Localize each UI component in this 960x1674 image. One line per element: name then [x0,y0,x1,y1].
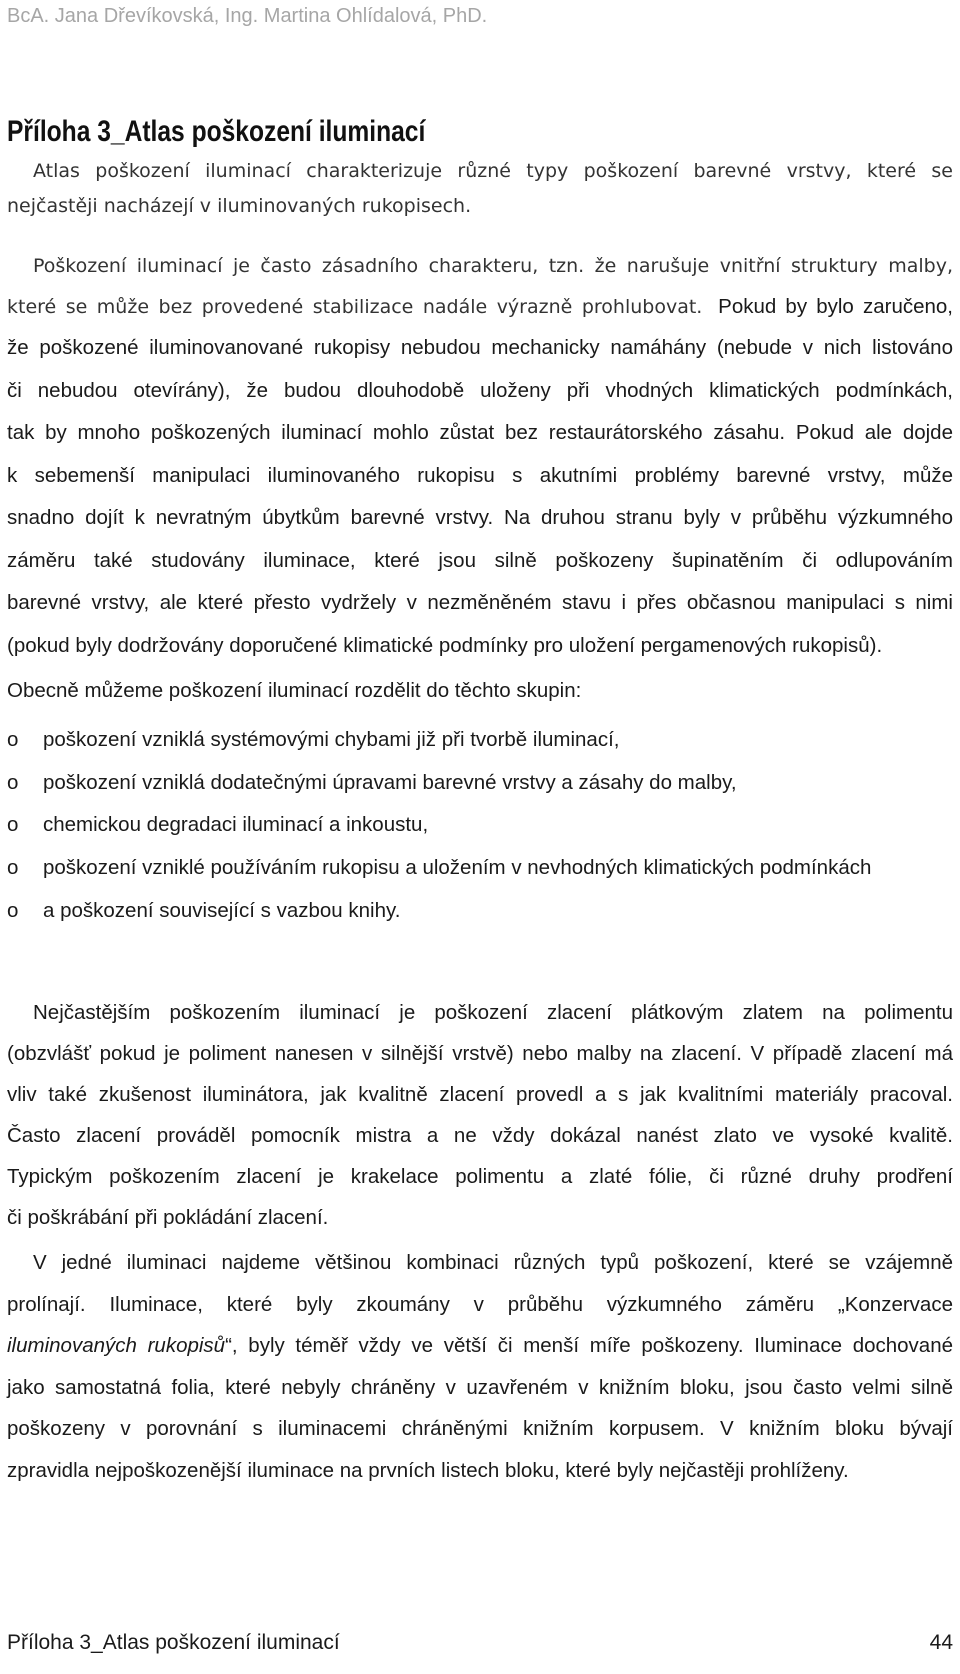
running-header-authors: BcA. Jana Dřevíkovská, Ing. Martina Ohlídalová, PhD. [7,5,488,27]
groups-intro [7,671,953,711]
bullet-marker: o [7,770,19,794]
text-line: poškozeny v porovnání s iluminacemi chráněnými knižním korpusem. V knižním bloku bývají [7,1417,953,1441]
bullet-marker: o [7,813,19,837]
page-title: Příloha 3_Atlas poškození iluminací [7,115,426,148]
text-line: záměru také studovány iluminace, které jsou silně poškozeny šupinatěním či odlupováním [7,548,953,572]
text-line: V jedné iluminaci najdeme většinou kombinaci různých typů poškození, které se vzájemně [33,1251,953,1274]
text-line: (pokud byly dodržovány doporučené klimatické podmínky pro uložení pergamenových rukopisů). [7,633,883,657]
gilding-paragraph [7,992,953,1238]
list-item [7,847,871,890]
text-line: (obzvlášť pokud je poliment nanesen v silnější vrstvě) nebo malby na zlacení. V případě zlacení má [7,1042,953,1065]
text-line: tak by mnoho poškozených iluminací mohlo zůstat bez restaurátorského zásahu. Pokud ale dojde [7,421,953,444]
page-number: 44 [929,1631,953,1654]
text-line: Poškození iluminací je často zásadního charakteru, tzn. že narušuje vnitřní struktury malby, [33,255,953,277]
text-line: jako samostatná folia, které nebyly chráněny v uzavřeném v knižním bloku, jsou často velmi silně [7,1375,953,1399]
bullet-marker: o [7,898,19,922]
list-item [7,762,871,805]
intro-paragraph-2-continued [7,327,953,667]
intro-paragraph-1 [7,154,953,223]
list-item-text: poškození vzniklá dodatečnými úpravami barevné vrstvy a zásahy do malby, [43,770,737,794]
text-line: prolínají. Iluminace, které byly zkoumány v průběhu výzkumného záměru „Konzervace [7,1292,953,1316]
bullet-marker: o [7,728,19,751]
text-line: vliv také zkušenost iluminátora, jak kvalitně zlacení provedl a s jak kvalitními materiály pracoval. [7,1083,953,1106]
italic-project-title: iluminovaných rukopisů [7,1334,226,1358]
text-segment: Pokud by bylo zaručeno, [718,294,953,318]
text-line: snadno dojít k nevratným úbytkům barevné vrstvy. Na druhou stranu byly v průběhu výzkumného [7,506,953,529]
bullet-marker: o [7,856,19,880]
damage-groups-list [7,719,871,932]
text-line: zpravidla nejpoškozenější iluminace na prvních listech bloku, které byly nejčastěji prohlíženy. [7,1458,849,1482]
text-line: Nejčastějším poškozením iluminací je poškození zlacení plátkovým zlatem na polimentu [33,1001,953,1024]
list-item-text: chemickou degradaci iluminací a inkoustu, [43,813,429,837]
text-line: nejčastěji nacházejí v iluminovaných rukopisech. [7,194,472,217]
text-line: k sebemenší manipulaci iluminovaného rukopisu s akutními problémy barevné vrstvy, může [7,463,953,487]
text-line: Atlas poškození iluminací charakterizuje různé typy poškození barevné vrstvy, které se [33,160,953,182]
text-line-mixed [7,287,953,330]
combination-paragraph [7,1242,953,1492]
text-line: Typickým poškozením zlacení je krakelace polimentu a zlaté fólie, či různé druhy prodření [7,1165,953,1188]
text-line-mixed [7,1325,953,1367]
text-segment: “, byly téměř vždy ve větší či menší míře poškozeny. Iluminace dochované [225,1334,953,1358]
text-line: či poškrábání při pokládání zlacení. [7,1206,329,1229]
text-line: či nebudou otevírány), že budou dlouhodobě uloženy při vhodných klimatických podmínkách, [7,378,953,402]
list-item [7,804,871,847]
text-line: barevné vrstvy, ale které přesto vydržely v nezměněném stavu i přes občasnou manipulaci s nimi [7,591,953,614]
list-item-text: poškození vzniklé používáním rukopisu a uložením v nevhodných klimatických podmínkách [43,856,872,880]
list-item-text: a poškození související s vazbou knihy. [43,898,401,922]
footer-title: Příloha 3_Atlas poškození iluminací [7,1631,340,1654]
list-item [7,719,871,762]
text-line: že poškozené iluminovanované rukopisy nebudou mechanicky namáhány (nebude v nich listováno [7,336,953,359]
list-item-text: poškození vzniklá systémovými chybami již při tvorbě iluminací, [43,728,620,751]
list-item [7,890,871,933]
text-segment: které se může bez provedené stabilizace nadále výrazně prohlubovat. [7,295,703,318]
text-line: Často zlacení prováděl pomocník mistra a ne vždy dokázal nanést zlato ve vysoké kvalitě. [7,1124,953,1147]
intro-paragraph-2 [7,246,953,329]
text-line: Obecně můžeme poškození iluminací rozdělit do těchto skupin: [7,679,582,702]
